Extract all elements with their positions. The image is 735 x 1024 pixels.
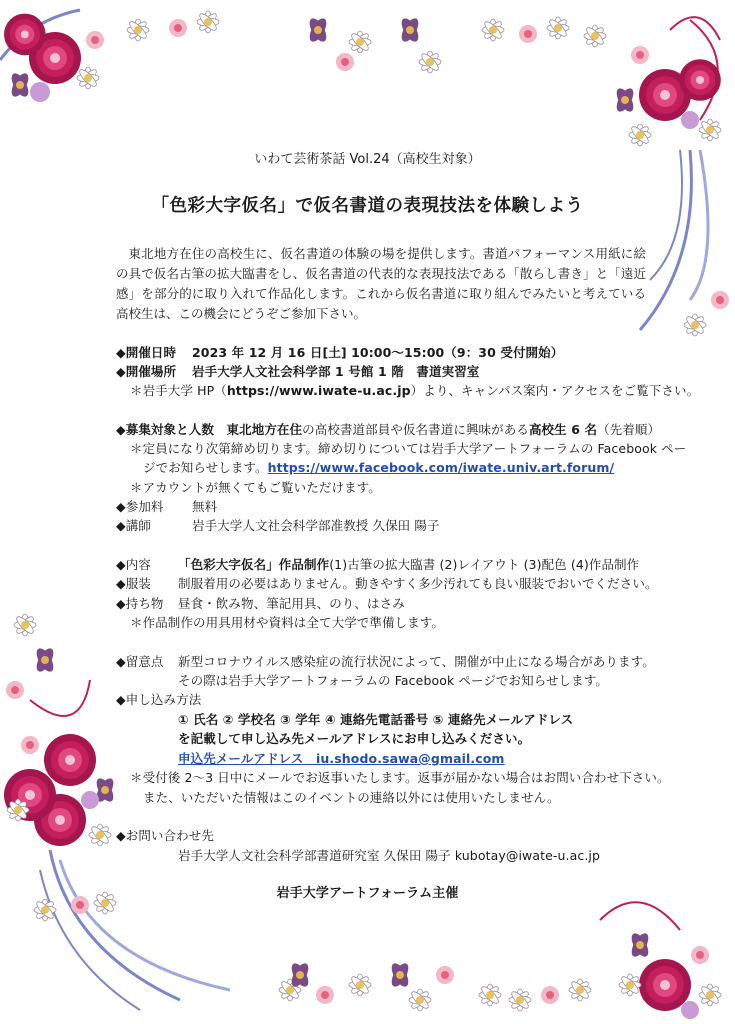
items-note: ＊作品制作の用具用材や資料は全て大学で準備します。 bbox=[130, 615, 445, 630]
series-title: いわて芸術茶話 Vol.24（高校生対象） bbox=[254, 152, 481, 167]
content-line bbox=[178, 557, 639, 573]
apply-instruction: を記載して申し込み先メールアドレスにお申し込みください。 bbox=[178, 731, 531, 746]
content-label: ◆内容 bbox=[116, 557, 151, 572]
items-value: 昼食・飲み物、筆記用具、のり、はさみ bbox=[178, 596, 405, 611]
apply-email-line bbox=[178, 751, 505, 767]
flower-row-bottom bbox=[279, 961, 591, 1011]
recruit-region: 東北地方在住 bbox=[226, 422, 303, 437]
items-label: ◆持ち物 bbox=[116, 596, 164, 611]
venue-label: ◆開催場所 bbox=[116, 364, 177, 379]
clothing-value: 制服着用の必要はありません。動きやすく多少汚れても良い服装でおいでください。 bbox=[178, 576, 658, 591]
recruit-line bbox=[116, 422, 660, 438]
university-url[interactable]: https://www.iwate-u.ac.jp bbox=[226, 383, 411, 398]
apply-email-link[interactable]: iu.shodo.sawa@gmail.com bbox=[316, 751, 505, 766]
content-value: (1)古筆の拡大臨書 (2)レイアウト (3)配色 (4)作品制作 bbox=[329, 557, 640, 572]
venue-note-prefix: ＊岩手大学 HP（ bbox=[130, 383, 227, 398]
caution-line-2: その際は岩手大学アートフォーラムの Facebook ページでお知らせします。 bbox=[178, 673, 608, 688]
date-value: 2023 年 12 月 16 日[土] 10:00～15:00（9：30 受付開始） bbox=[192, 345, 564, 360]
contact-label: ◆お問い合わせ先 bbox=[116, 828, 214, 843]
caution-label: ◆留意点 bbox=[116, 654, 164, 669]
contact-value: 岩手大学人文社会科学部書道研究室 久保田 陽子 kubotay@iwate-u.ac.jp bbox=[178, 848, 601, 863]
page-title: 「色彩大字仮名」で仮名書道の表現技法を体験しよう bbox=[151, 196, 584, 216]
clothing-label: ◆服装 bbox=[116, 576, 151, 591]
content-title: 「色彩大字仮名」作品制作 bbox=[178, 557, 330, 572]
apply-fields: ① 氏名 ② 学校名 ③ 学年 ④ 連絡先電話番号 ⑤ 連絡先メールアドレス bbox=[178, 712, 574, 727]
lecturer-label: ◆講師 bbox=[116, 518, 151, 533]
organizer: 岩手大学アートフォーラム主催 bbox=[276, 886, 459, 901]
apply-label: ◆申し込み方法 bbox=[116, 692, 202, 707]
recruit-count: 高校生 6 名 bbox=[528, 422, 598, 437]
recruit-note-2-prefix: ジでお知らせします。 bbox=[143, 460, 268, 475]
caution-line-1: 新型コロナウイルス感染症の流行状況によって、開催が中止になる場合があります。 bbox=[178, 654, 655, 669]
recruit-tail: （先着順） bbox=[597, 422, 661, 437]
venue-note-suffix: ）より、キャンパス案内・アクセスをご覧下さい。 bbox=[410, 383, 700, 398]
apply-note-1: ＊受付後 2～3 日中にメールでお返事いたします。返事が届かない場合はお問い合わせ下さい。 bbox=[130, 770, 670, 785]
flower-cluster-bottom-right bbox=[600, 902, 721, 1019]
recruit-note-3: ＊アカウントが無くてもご覧いただけます。 bbox=[130, 480, 381, 495]
fee-label: ◆参加料 bbox=[116, 499, 164, 514]
facebook-link[interactable]: https://www.facebook.com/iwate.univ.art.forum/ bbox=[267, 460, 615, 475]
venue-note bbox=[130, 383, 699, 399]
intro-paragraph: 東北地方在住の高校生に、仮名書道の体験の場を提供します。書道パフォーマンス用紙に絵の具で仮名古筆の拡大臨書をし、仮名書道の代表的な表現技法である「散らし書き」と「遠近感」を部分的に取り入れて作品化します。これから仮名書道に取り組んでみたいと考えている高校生は、この機会にどうぞご参加下さい。 bbox=[116, 246, 646, 321]
flower-row-top bbox=[127, 11, 606, 73]
fee-value: 無料 bbox=[192, 499, 218, 514]
recruit-note-2 bbox=[143, 460, 614, 476]
recruit-note-1: ＊定員になり次第締め切ります。締め切りについては岩手大学アートフォーラムの Facebook ペー bbox=[130, 441, 687, 456]
date-label: ◆開催日時 bbox=[116, 345, 177, 360]
recruit-mid: の高校書道部員や仮名書道に興味がある bbox=[302, 422, 529, 437]
apply-note-2: また、いただいた情報はこのイベントの連絡以外には使用いたしません。 bbox=[143, 790, 560, 805]
lecturer-value: 岩手大学人文社会科学部准教授 久保田 陽子 bbox=[192, 518, 440, 533]
recruit-label: ◆募集対象と人数 bbox=[116, 422, 214, 437]
flower-left-middle bbox=[6, 614, 90, 716]
flower-cluster-top-left bbox=[0, 10, 104, 102]
apply-email-label: 申込先メールアドレス bbox=[178, 751, 304, 766]
venue-value: 岩手大学人文社会科学部 1 号館 1 階 書道実習室 bbox=[192, 364, 480, 379]
